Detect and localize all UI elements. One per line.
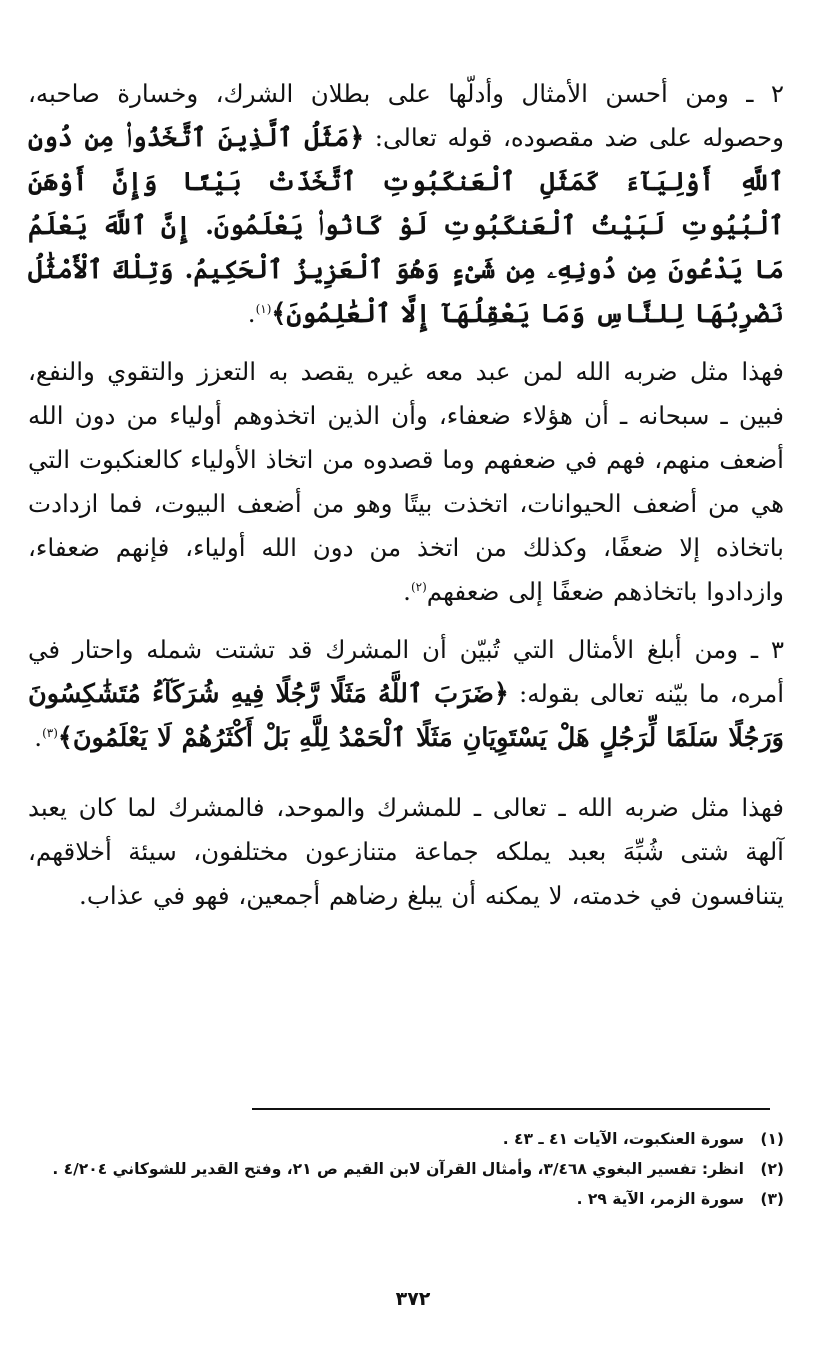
paragraph-4-text: فهذا مثل ضربه الله ـ تعالى ـ للمشرك والموحد، فالمشرك لما كان يعبد آلهة شتى شُبِّهَ بعبد يملكه جماعة متنازعون مختلفون، سيئة أخلاقهم، يتنافسون في خدمته، لا يمكنه أن يبلغ رضاهم أجمعين، فهو في عذاب. [28, 793, 784, 910]
quran-verse-1: ﴿مَثَلُ ٱلَّذِينَ ٱتَّخَذُوا۟ مِن دُونِ ٱللَّهِ أَوْلِيَآءَ كَمَثَلِ ٱلْعَنكَبُوتِ ٱتَّخَذَتْ بَيْتًا وَإِنَّ أَوْهَنَ ٱلْبُيُوتِ لَبَيْتُ ٱلْعَنكَبُوتِ لَوْ كَانُوا۟ يَعْلَمُونَ. إِنَّ ٱللَّهَ يَعْلَمُ مَا يَدْعُونَ مِن دُونِهِۦ مِن شَىْءٍ وَهُوَ ٱلْعَزِيزُ ٱلْحَكِيمُ. وَتِلْكَ ٱلْأَمْثَٰلُ نَضْرِبُهَا لِلنَّاسِ وَمَا يَعْقِلُهَآ إِلَّا ٱلْعَٰلِمُونَ﴾ [28, 123, 784, 329]
quran-verse-2: ﴿ضَرَبَ ٱللَّهُ مَثَلًا رَّجُلًا فِيهِ شُرَكَآءُ مُتَشَٰكِسُونَ وَرَجُلًا سَلَمًا لِّرَجُلٍ هَلْ يَسْتَوِيَانِ مَثَلًا ٱلْحَمْدُ لِلَّهِ بَلْ أَكْثَرُهُمْ لَا يَعْلَمُونَ﴾ [28, 679, 784, 753]
paragraph-2-text: فهذا مثل ضربه الله لمن عبد معه غيره يقصد به التعزز والتقوي والنفع، فبين ـ سبحانه ـ أن هؤلاء ضعفاء، وأن الذين اتخذوهم أولياء من دون الله أضعف منهم، فهم في ضعفهم وما قصدوه من اتخاذ الأولياء كالعنكبوت التي هي من أضعف الحيوانات، اتخذت بيتًا وهو من أضعف البيوت، فما ازدادت باتخاذه إلا ضعفًا، وكذلك من اتخذ من دون الله أولياء، فإنهم ضعفاء، وازدادوا باتخاذهم ضعفًا إلى ضعفهم [28, 357, 784, 606]
footnote-text: سورة العنكبوت، الآيات ٤١ ـ ٤٣ . [502, 1130, 744, 1148]
paragraph-3 [28, 628, 784, 760]
paragraph-4 [28, 786, 784, 918]
paragraph-1 [28, 72, 784, 336]
paragraph-2 [28, 350, 784, 614]
footnote-divider [252, 1108, 770, 1110]
footnote-ref-2: (٢) [410, 579, 427, 594]
footnote-3 [28, 1184, 784, 1214]
footnote-text: انظر: تفسير البغوي ٣/٤٦٨، وأمثال القرآن لابن القيم ص ٢١، وفتح القدير للشوكاني ٤/٢٠٤ . [52, 1160, 744, 1178]
footnote-number: (٢) [760, 1160, 784, 1178]
paragraph-1-end: . [247, 299, 256, 328]
main-text [28, 72, 784, 918]
footnote-ref-1: (١) [255, 301, 272, 316]
footnote-number: (٣) [760, 1190, 784, 1208]
paragraph-1-intro: ٢ ـ ومن أحسن الأمثال وأدلّها على بطلان الشرك، وخسارة صاحبه، وحصوله على ضد مقصوده، قوله تعالى: [28, 79, 784, 152]
paragraph-3-intro: ٣ ـ ومن أبلغ الأمثال التي تُبيّن أن المشرك قد تشتت شمله واحتار في أمره، ما بيّنه تعالى بقوله: [28, 635, 784, 708]
footnote-1 [28, 1124, 784, 1154]
footnote-text: سورة الزمر، الآية ٢٩ . [576, 1190, 744, 1208]
footnote-2 [28, 1154, 784, 1184]
footnotes [28, 1124, 784, 1214]
paragraph-2-end: . [403, 577, 411, 606]
footnote-ref-3: (٣) [42, 725, 58, 740]
footnote-number: (١) [760, 1130, 784, 1148]
paragraph-3-end: . [34, 723, 43, 752]
page-number: ٣٧٢ [395, 1288, 431, 1310]
